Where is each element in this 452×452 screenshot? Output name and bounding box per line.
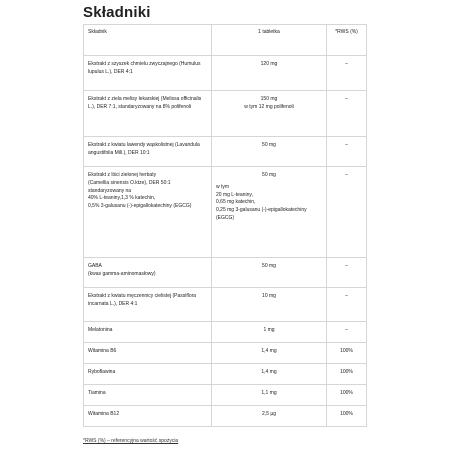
table-row [84,167,367,258]
ingredient-name: GABA (kwas gamma-aminomasłowy) [84,258,212,288]
ingredient-name: Ryboflawina [84,364,212,385]
ingredient-amount: 10 mg [212,288,327,322]
ingredient-amount: 50 mg [212,137,327,167]
ingredient-name: Ekstrakt z kwiatu męczennicy cielistej (Passiflora incarnata L.), DER 4:1 [84,288,212,322]
table-row [84,91,367,137]
table-row [84,288,367,322]
ingredient-rws: – [327,137,367,167]
ingredient-name: Ekstrakt z liści zielonej herbaty (Camellia sinensis O.ktze), DER 50:1 standaryzowany na 40% L-teaniny,1,3 % katechin, 0,5% 3-galusanu (-)-epigallokatechiny (EGCG) [84,167,212,258]
ingredient-rws: 100% [327,385,367,406]
ingredient-rws: 100% [327,343,367,364]
ingredient-amount: 150 mg w tym 12 mg polifenoli [212,91,327,137]
ingredient-amount: 1,4 mg [212,343,327,364]
ingredient-name: Ekstrakt z ziela melisy lekarskiej (Melissa officinalis L.), DER 7:1, standaryzowany na 8% polifenoli [84,91,212,137]
ingredient-rws: – [327,167,367,258]
ingredient-name: Ekstrakt z szyszek chmielu zwyczajnego (Humulus lupulus L.), DER 4:1 [84,56,212,91]
table-row [84,137,367,167]
ingredients-table [83,24,367,427]
ingredient-amount: 120 mg [212,56,327,91]
table-header-row [84,25,367,56]
ingredient-rws: – [327,91,367,137]
ingredient-name: Melatonina [84,322,212,343]
ingredient-amount: 50 mg [212,258,327,288]
ingredient-amount: 1,1 mg [212,385,327,406]
table-row [84,322,367,343]
ingredient-rws: 100% [327,406,367,427]
footnote: *RWS (%) – referencyjna wartość spożycia [83,438,179,444]
header-per-tablet: 1 tabletka [212,25,327,56]
ingredient-amount: 1,4 mg [212,364,327,385]
ingredient-rws: – [327,288,367,322]
ingredient-name: Tiamina [84,385,212,406]
page-title: Składniki [83,4,151,21]
table-row [84,385,367,406]
ingredient-name: Ekstrakt z kwiatu lawendy wąskolistnej (Lavandula angustifolia Mill.), DER 10:1 [84,137,212,167]
ingredient-rws: – [327,258,367,288]
ingredient-amount: 50 mg w tym 20 mg L-teaniny, 0,65 mg katechin, 0,25 mg 3-galusanu (-)-epigallokatechiny (EGCG) [212,167,327,258]
ingredient-name: Witamina B12 [84,406,212,427]
ingredient-rws: 100% [327,364,367,385]
table-row [84,406,367,427]
ingredient-name: Witamina B6 [84,343,212,364]
header-rws: *RWS (%) [327,25,367,56]
table-row [84,364,367,385]
header-ingredient: Składnik [84,25,212,56]
ingredient-rws: – [327,322,367,343]
ingredient-amount: 1 mg [212,322,327,343]
ingredient-rws: – [327,56,367,91]
table-row [84,258,367,288]
table-row [84,56,367,91]
table-row [84,343,367,364]
ingredient-amount: 2,5 µg [212,406,327,427]
